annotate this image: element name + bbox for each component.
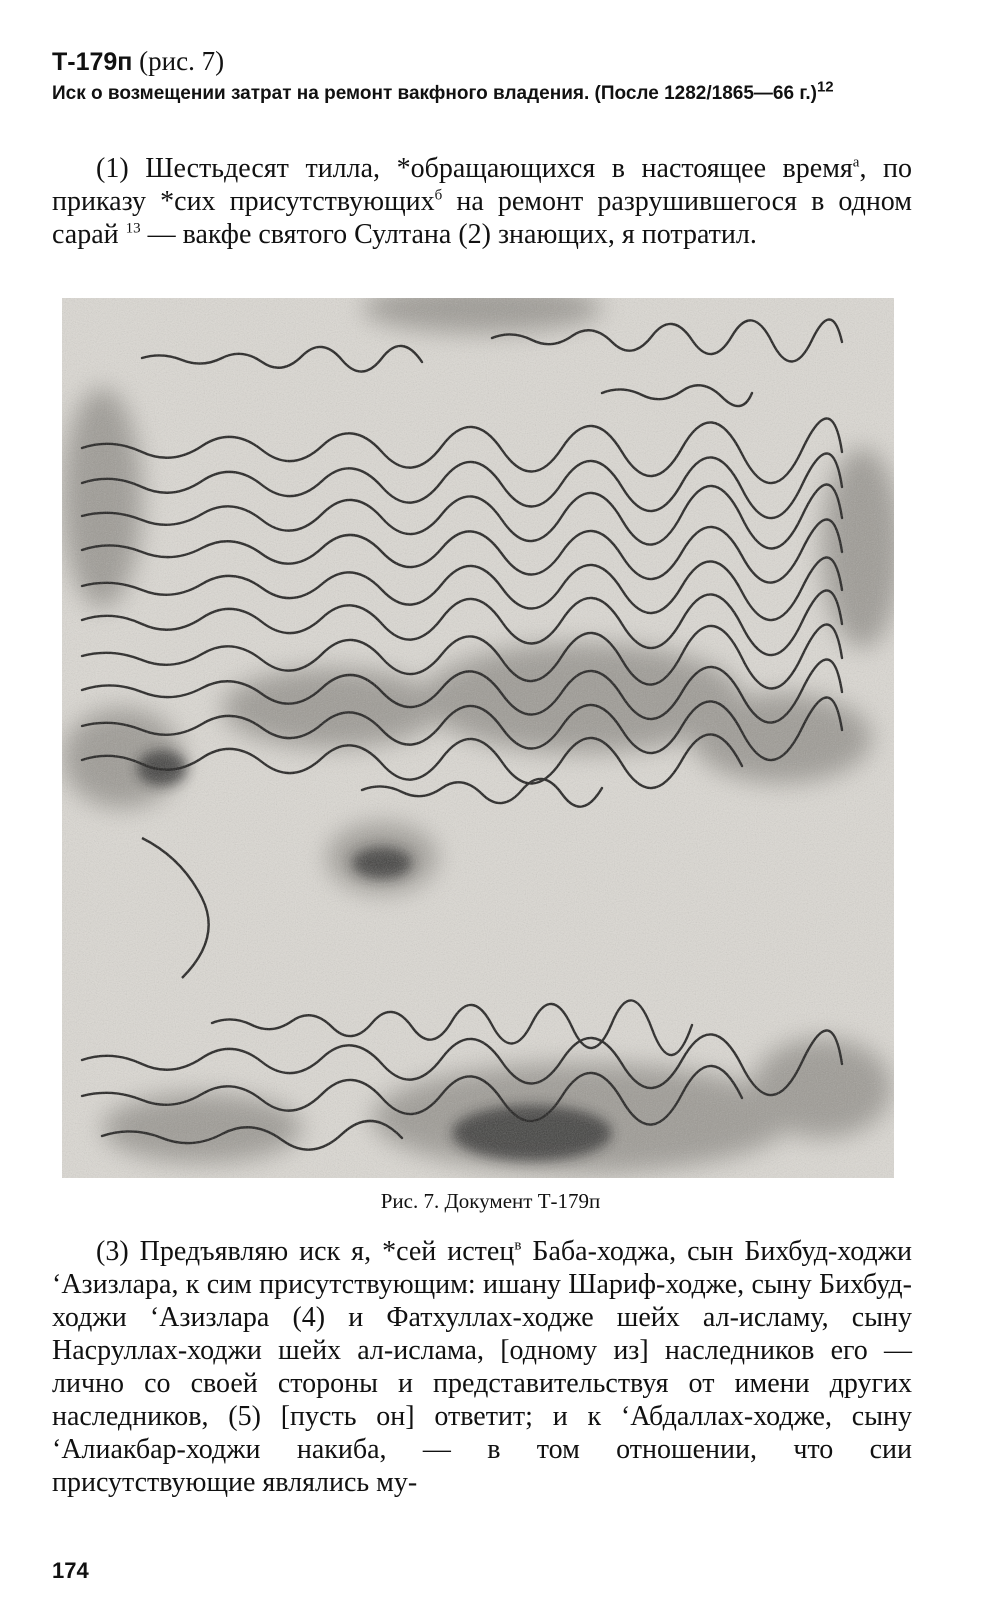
figure-reference: (рис. 7) xyxy=(139,46,225,76)
text-segment: , по приказу *сих присутствующих xyxy=(52,153,912,217)
note-marker: б xyxy=(434,187,443,204)
paragraph-claim-intro xyxy=(52,152,912,251)
document-title-text: Иск о возмещении затрат на ремонт вакфного владения. (После 1282/1865—66 г.) xyxy=(52,83,817,104)
text-segment: Баба-ходжа, сын Бихбуд-ходжи ‘Азизлара, к сим присутствующим: ишану Шариф-ходже, сыну Бихбуд-ходжи ‘Азизлара (4) и Фатхуллах-ходже шейх ал-исламу, сыну Насруллах-ходжи шейх ал-ислама, [одному из] наследников его — лично со своей стороны и представительствуя от имени других наследников, (5) [пусть он] ответит; и к ‘Абдаллах-ходже, сыну ‘Алиакбар-ходжи накиба, — в том отношении, что сии присутствующие являлись му- xyxy=(52,1236,912,1498)
manuscript-photo xyxy=(62,298,894,1178)
text-segment: на ремонт разрушившегося в одном сарай xyxy=(52,186,912,250)
footnote-marker: 13 xyxy=(125,220,141,237)
figure-caption: Рис. 7. Документ Т-179п xyxy=(380,1189,601,1213)
manuscript-image xyxy=(62,298,894,1178)
footnote-marker: 12 xyxy=(816,78,834,96)
document-id: Т-179п xyxy=(52,48,133,76)
text-segment: — вакфе святого Султана (2) знающих, я потратил. xyxy=(140,219,757,250)
text-segment: (3) Предъявляю иск я, *сей истец xyxy=(96,1236,515,1267)
paragraph-claim-body xyxy=(52,1235,912,1499)
document-heading xyxy=(52,46,224,77)
note-marker: а xyxy=(852,154,860,171)
page-number: 174 xyxy=(52,1558,89,1583)
document-title xyxy=(52,78,914,106)
note-marker: в xyxy=(514,1237,522,1254)
text-segment: (1) Шестьдесят тилла, *обращающихся в настоящее время xyxy=(96,153,853,184)
